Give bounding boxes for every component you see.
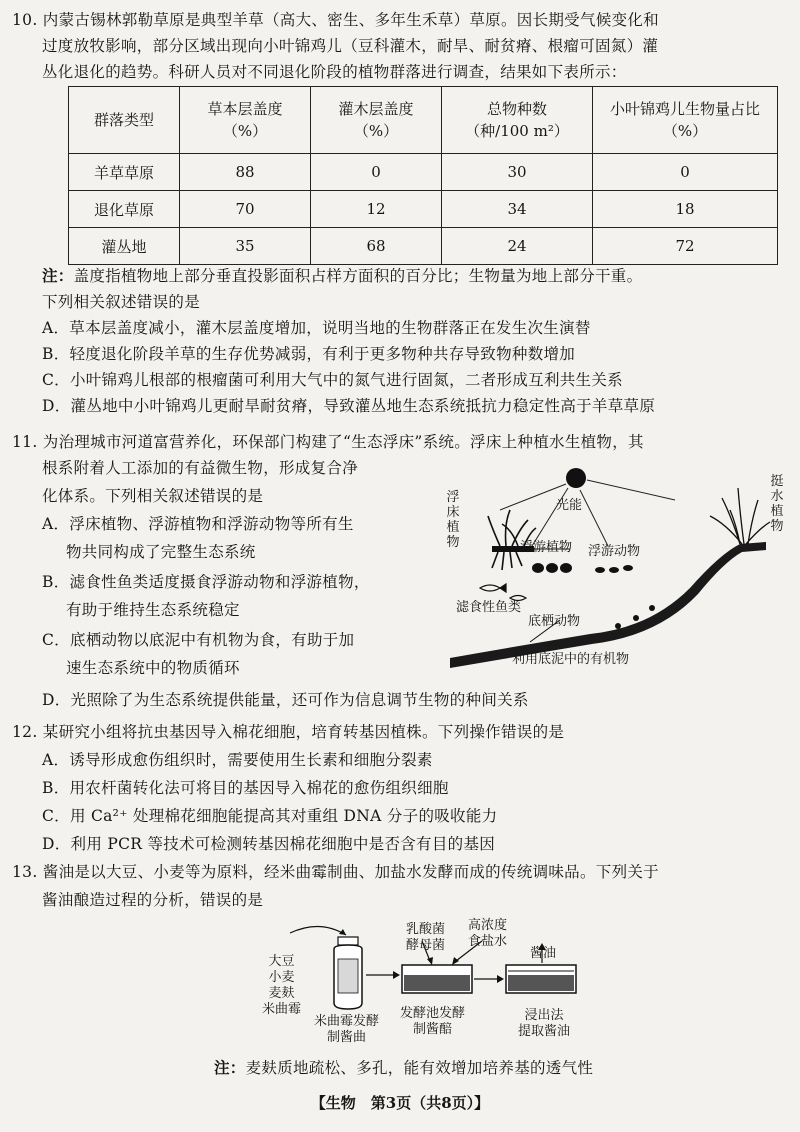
table-cell: 70 <box>180 191 311 228</box>
th-species: 总物种数 （种/100 m²） <box>442 87 593 154</box>
additive-brine: 高浓度 食盐水 <box>468 918 508 949</box>
q10-note: 注：盖度指植物地上部分垂直投影面积占样方面积的百分比；生物量为地上部分干重。 <box>42 266 643 285</box>
th-biomass: 小叶锦鸡儿生物量占比 （%） <box>593 87 778 154</box>
q12-option-c: C．用 Ca²⁺ 处理棉花细胞能提高其对重组 DNA 分子的吸收能力 <box>42 807 498 825</box>
table-cell: 35 <box>180 228 311 265</box>
table-cell: 30 <box>442 154 593 191</box>
community-table <box>68 86 778 265</box>
q10-line-1: 10. 内蒙古锡林郭勒草原是典型羊草（高大、密生、多年生禾草）草原。因长期受气候变化和 <box>12 11 659 29</box>
q12-option-a: A．诱导形成愈伤组织时，需要使用生长素和细胞分裂素 <box>42 751 433 769</box>
label-zooplankton: 浮游动物 <box>588 544 641 559</box>
step3-label: 浸出法 提取酱油 <box>518 1008 571 1039</box>
table-cell: 灌丛地 <box>69 228 180 265</box>
q13-line-2: 酱油酿造过程的分析，错误的是 <box>42 891 264 909</box>
table-cell: 0 <box>593 154 778 191</box>
q11-option-c-cont: 速生态系统中的物质循环 <box>66 659 240 677</box>
q13-line-1: 13. 酱油是以大豆、小麦等为原料，经米曲霉制曲、加盐水发酵而成的传统调味品。下列关于 <box>12 863 659 881</box>
q12-line-1: 12. 某研究小组将抗虫基因导入棉花细胞，培育转基因植株。下列操作错误的是 <box>12 723 565 741</box>
phytoplankton-icon <box>532 563 572 573</box>
extraction-tank-icon <box>506 965 576 993</box>
q10-option-d: D．灌丛地中小叶锦鸡儿更耐旱耐贫瘠，导致灌丛地生态系统抵抗力稳定性高于羊草草原 <box>42 397 656 415</box>
label-float-plant: 浮床植物 <box>446 490 460 550</box>
page-footer: 【生物 第3页（共8页）】 <box>310 1094 490 1112</box>
sun-icon <box>566 468 586 488</box>
table-cell: 34 <box>442 191 593 228</box>
table-row <box>69 154 778 191</box>
table-row <box>69 228 778 265</box>
q12-option-b: B．用农杆菌转化法可将目的基因导入棉花的愈伤组织细胞 <box>42 779 449 797</box>
q13-note: 注：麦麸质地疏松、多孔，能有效增加培养基的透气性 <box>214 1058 594 1077</box>
q10-option-b: B．轻度退化阶段羊草的生存优势减弱，有利于更多物种共存导致物种数增加 <box>42 345 576 363</box>
q11-option-d: D．光照除了为生态系统提供能量，还可作为信息调节生物的种间关系 <box>42 691 529 709</box>
ecological-float-figure <box>440 458 780 678</box>
q11-line-2: 根系附着人工添加的有益微生物，形成复合净 <box>42 459 359 477</box>
additive-bacteria: 乳酸菌 酵母菌 <box>406 922 446 953</box>
q10-option-c: C．小叶锦鸡儿根部的根瘤菌可利用大气中的氮气进行固氮，二者形成互利共生关系 <box>42 371 623 389</box>
th-shrub-cover: 灌木层盖度 （%） <box>311 87 442 154</box>
zooplankton-icon <box>595 565 633 573</box>
step1-label: 米曲霉发酵 制酱曲 <box>314 1014 380 1045</box>
q10-line-2: 过度放牧影响，部分区域出现向小叶锦鸡儿（豆科灌木，耐旱、耐贫瘠、根瘤可固氮）灌 <box>42 37 659 55</box>
label-light: 光能 <box>556 498 583 513</box>
table-cell: 羊草草原 <box>69 154 180 191</box>
q12-option-d: D．利用 PCR 等技术可检测转基因棉花细胞中是否含有目的基因 <box>42 835 496 853</box>
table-cell: 24 <box>442 228 593 265</box>
table-cell: 12 <box>311 191 442 228</box>
table-cell: 0 <box>311 154 442 191</box>
q10-stem: 下列相关叙述错误的是 <box>42 293 201 311</box>
th-herb-cover: 草本层盖度 （%） <box>180 87 311 154</box>
fish-icon <box>480 584 526 601</box>
emergent-plant-icon <box>710 488 770 544</box>
fermentation-tank-icon <box>402 965 472 993</box>
q11-option-b: B．滤食性鱼类适度摄食浮游动物和浮游植物， <box>42 573 370 591</box>
th-community: 群落类型 <box>69 87 180 154</box>
q11-line-3: 化体系。下列相关叙述错误的是 <box>42 487 264 505</box>
product-label: 酱油 <box>530 946 557 961</box>
label-sediment: 利用底泥中的有机物 <box>512 652 630 667</box>
q11-line-1: 11. 为治理城市河道富营养化，环保部门构建了“生态浮床”系统。浮床上种植水生植物，其 <box>12 433 644 451</box>
table-cell: 18 <box>593 191 778 228</box>
q11-option-a: A．浮床植物、浮游植物和浮游动物等所有生 <box>42 515 354 533</box>
materials-list: 大豆 小麦 麦麸 米曲霉 <box>262 954 302 1017</box>
label-emergent-plant: 挺水植物 <box>770 474 784 534</box>
table-cell: 退化草原 <box>69 191 180 228</box>
table-cell: 88 <box>180 154 311 191</box>
label-fish: 滤食性鱼类 <box>456 600 522 615</box>
q10-line-3: 丛化退化的趋势。科研人员对不同退化阶段的植物群落进行调查，结果如下表所示： <box>42 63 627 81</box>
q11-option-a-cont: 物共同构成了完整生态系统 <box>66 543 256 561</box>
q11-option-c: C．底栖动物以底泥中有机物为食，有助于加 <box>42 631 355 649</box>
table-cell: 68 <box>311 228 442 265</box>
step2-label: 发酵池发酵 制酱醅 <box>400 1006 466 1037</box>
table-cell: 72 <box>593 228 778 265</box>
label-benthos: 底栖动物 <box>528 614 581 629</box>
q10-option-a: A．草本层盖度减小，灌木层盖度增加，说明当地的生物群落正在发生次生演替 <box>42 319 591 337</box>
table-row <box>69 191 778 228</box>
fermenter-jar-icon <box>334 937 362 1009</box>
label-phytoplankton: 浮游植物 <box>520 540 573 555</box>
q11-option-b-cont: 有助于维持生态系统稳定 <box>66 601 240 619</box>
